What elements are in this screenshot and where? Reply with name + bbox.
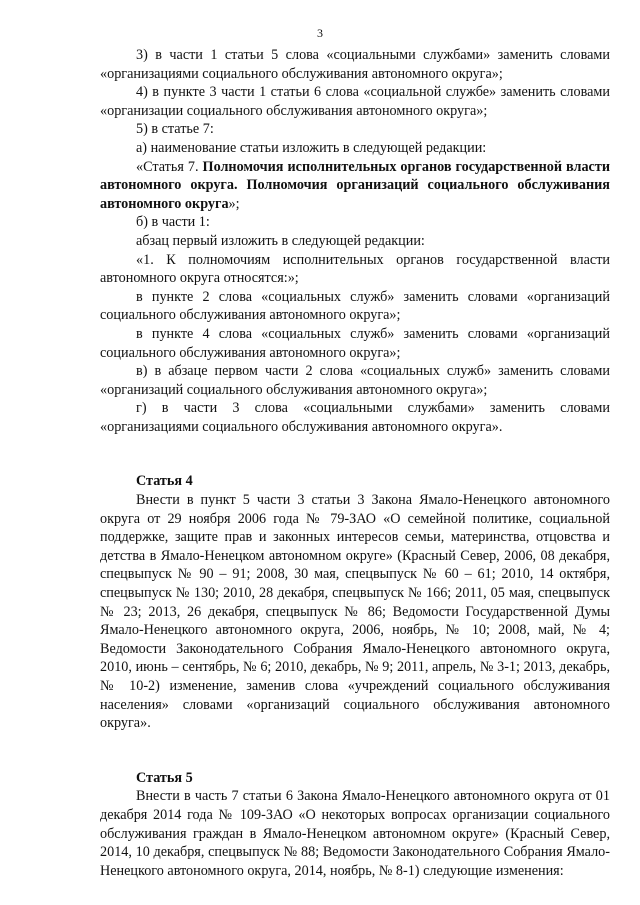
article7-prefix: «Статья 7. [136,158,203,175]
paragraph-item-4: 4) в пункте 3 части 1 статьи 6 слова «социальной службе» заменить словами «организации социального обслуживания автономного округа»; [100,84,610,119]
paragraph-item-5a: а) наименование статьи изложить в следующей редакции: [136,139,487,156]
article4-text: Внести в пункт 5 части 3 статьи 3 Закона Ямало-Ненецкого автономного округа от 29 ноября 2006 года № 79-ЗАО «О семейной политике, социальной поддержке, защите прав и законных интересов семьи, материнства, отцовства и детства в Ямало-Ненецком автономном округе» (Красный Север, 2006, 08 декабря, спецвыпуск № 90 – 91; 2008, 30 мая, спецвыпуск № 60 – 61; 2010, 14 октября, спецвыпуск № 130; 2010, 28 декабря, спецвыпуск № 166; 2011, 05 мая, спецвыпуск № 23; 2013, 26 декабря, спецвыпуск № 86; Ведомости Государственной Думы Ямало-Ненецкого автономного округа, 2006, ноябрь, № 10; 2008, май, № 4; Ведомости Законодательного Собрания Ямало-Ненецкого автономного округа, 2010, июнь – сентябрь, № 6; 2010, декабрь, № 9; 2011, апрель, № 3-1; 2013, декабрь, № 10-2) изменение, заменив слова «учреждений социального обслуживания населения» словами «организаций социального обслуживания автономного округа». [100,492,610,732]
article7-suffix: »; [228,195,240,212]
paragraph-item-5: 5) в статье 7: [136,121,214,138]
page-number: 3 [317,26,323,40]
document-body [100,46,610,880]
paragraph-punkt-2: в пункте 2 слова «социальных служб» заменить словами «организаций социального обслуживания автономного округа»; [100,288,610,324]
paragraph-punkt-4: в пункте 4 слова «социальных служб» заменить словами «организаций социального обслуживания автономного округа»; [100,325,610,361]
article5-text: Внести в часть 7 статьи 6 Закона Ямало-Ненецкого автономного округа от 01 декабря 2014 года № 109-ЗАО «О некоторых вопросах организации социального обслуживания граждан в Ямало-Ненецком автономном округе» (Красный Север, 2014, 10 декабря, спецвыпуск № 88; Ведомости Законодательного Собрания Ямало-Ненецкого автономного округа, 2014, ноябрь, № 8-1) следующие изменения: [100,788,610,879]
article7-bold-title: Полномочия исполнительных органов государственной власти автономного округа. Полномочия организаций социального обслуживания автономного округа [100,158,611,212]
paragraph-article7-title [100,158,610,214]
paragraph-item-3: 3) в части 1 статьи 5 слова «социальными службами» заменить словами «организациями социального обслуживания автономного округа»; [100,47,610,82]
paragraph-quote-1: «1. К полномочиям исполнительных органов государственной власти автономного округа относятся:»; [100,251,610,287]
paragraph-first-abzac: абзац первый изложить в следующей редакции: [136,232,425,249]
paragraph-item-5v: в) в абзаце первом части 2 слова «социальных служб» заменить словами «организаций социального обслуживания автономного округа»; [100,363,610,398]
article5-heading: Статья 5 [136,769,193,786]
paragraph-item-5b: б) в части 1: [136,214,210,231]
article4-heading: Статья 4 [136,473,193,490]
paragraph-item-5g: г) в части 3 слова «социальными службами» заменить словами «организациями социального обслуживания автономного округа». [100,400,610,435]
